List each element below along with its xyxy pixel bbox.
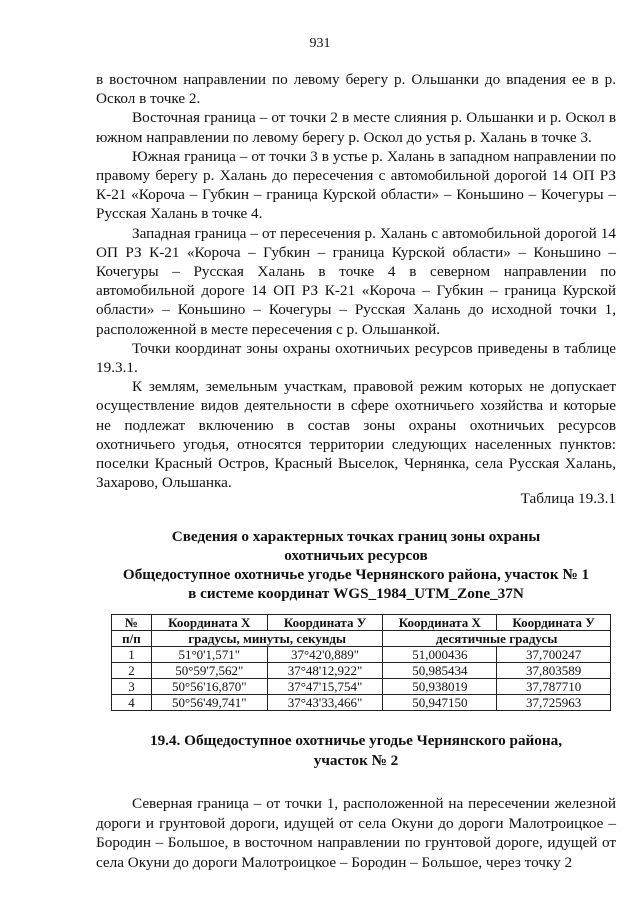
table-caption: Таблица 19.3.1 [520,490,616,507]
cell-x-decimal: 50,947150 [383,695,497,711]
paragraph-west-border: Западная граница – от пересечения р. Халань с автомобильной дорогой 14 ОП РЗ К-21 «Короча – Губкин – граница Курской области» – Коньшино – Кочегуры – Русская Халань в точке 4 в северном направлении по автомобильной дороге 14 ОП РЗ К-21 «Короча – Губкин – граница Курской области» – Коньшино – Кочегуры – Русская Халань до исходной точки 1, расположенной в месте пересечения с р. Ольшанкой. [96,224,616,338]
table-title-line: охотничьих ресурсов [284,547,428,564]
cell-y-dms: 37°47'15,754" [267,679,383,695]
header-coordinate-y-dms: Координата У [267,615,383,631]
paragraph-excluded-lands: К землям, земельным участкам, правовой режим которых не допускает осуществление видов деятельности в сфере охотничьего хозяйства и которые не подлежат включению в состав зоны охраны охотничьих ресурсов охотничьего угодья, относятся территории следующих населенных пунктов: поселки Красный Остров, Красный Выселок, Чернянка, села Русская Халань, Захарово, Ольшанка. [96,378,616,492]
cell-number: 2 [112,663,152,679]
cell-y-dms: 37°48'12,922" [267,663,383,679]
section-heading-line: участок № 2 [313,752,399,769]
cell-x-decimal: 50,985434 [383,663,497,679]
cell-y-decimal: 37,700247 [497,647,611,663]
paragraph-east-border: Восточная граница – от точки 2 в месте слияния р. Ольшанки и р. Оскол в южном направлении по левому берегу р. Оскол до устья р. Халань в точке 3. [96,109,616,146]
subheader-decimal: десятичные градусы [383,631,611,647]
cell-x-dms: 50°59'7,562" [151,663,267,679]
cell-y-decimal: 37,725963 [497,695,611,711]
page-number: 931 [309,36,331,51]
table-row [112,663,611,679]
paragraph-north-border-end: в восточном направлении по левому берегу р. Ольшанки до впадения ее в р. Оскол в точке 2. [96,71,616,108]
cell-y-decimal: 37,787710 [497,679,611,695]
cell-x-decimal: 51,000436 [383,647,497,663]
header-number: № [112,615,152,631]
cell-number: 4 [112,695,152,711]
table-title-line: в системе координат WGS_1984_UTM_Zone_37N [188,585,524,602]
table-title-line: Общедоступное охотничье угодье Чернянского района, участок № 1 [122,566,590,583]
cell-x-decimal: 50,938019 [383,679,497,695]
table-row [112,647,611,663]
cell-y-dms: 37°42'0,889" [267,647,383,663]
paragraph-table-reference: Точки координат зоны охраны охотничьих ресурсов приведены в таблице 19.3.1. [96,339,616,377]
section-heading [96,731,616,771]
header-coordinate-y-decimal: Координата У [497,615,611,631]
table-header-row [112,615,611,631]
subheader-dms: градусы, минуты, секунды [151,631,383,647]
cell-x-dms: 51°0'1,571" [151,647,267,663]
section-heading-line: 19.4. Общедоступное охотничье угодье Чернянского района, [149,732,563,749]
cell-x-dms: 50°56'16,870" [151,679,267,695]
paragraph-south-border: Южная граница – от точки 3 в устье р. Халань в западном направлении по правому берегу р. Халань до пересечения с автомобильной дорогой 14 ОП РЗ К-21 «Короча – Губкин – граница Курской области» – Коньшино – Кочегуры – Русская Халань в точке 4. [96,147,616,223]
section-body-text [96,794,616,872]
header-coordinate-x-decimal: Координата X [383,615,497,631]
table-title-line: Сведения о характерных точках границ зоны охраны [171,528,541,545]
cell-number: 3 [112,679,152,695]
coordinates-table [111,614,611,711]
table-subheader-row [112,631,611,647]
header-coordinate-x-dms: Координата X [151,615,267,631]
table-title [96,527,616,603]
table-row [112,679,611,695]
paragraph-north-border-start: Северная граница – от точки 1, расположенной на пересечении железной дороги и грунтовой дороги, идущей от села Окуни до дороги Малотроицкое – Бородин – Большое, в восточном направлении по грунтовой дороге, идущей от села Окуни до дороги Малотроицкое – Бородин – Большое, через точку 2 [96,795,616,871]
cell-y-decimal: 37,803589 [497,663,611,679]
body-text [96,70,616,492]
header-number-sub: п/п [112,631,152,647]
cell-number: 1 [112,647,152,663]
cell-y-dms: 37°43'33,466" [267,695,383,711]
table-row [112,695,611,711]
cell-x-dms: 50°56'49,741" [151,695,267,711]
